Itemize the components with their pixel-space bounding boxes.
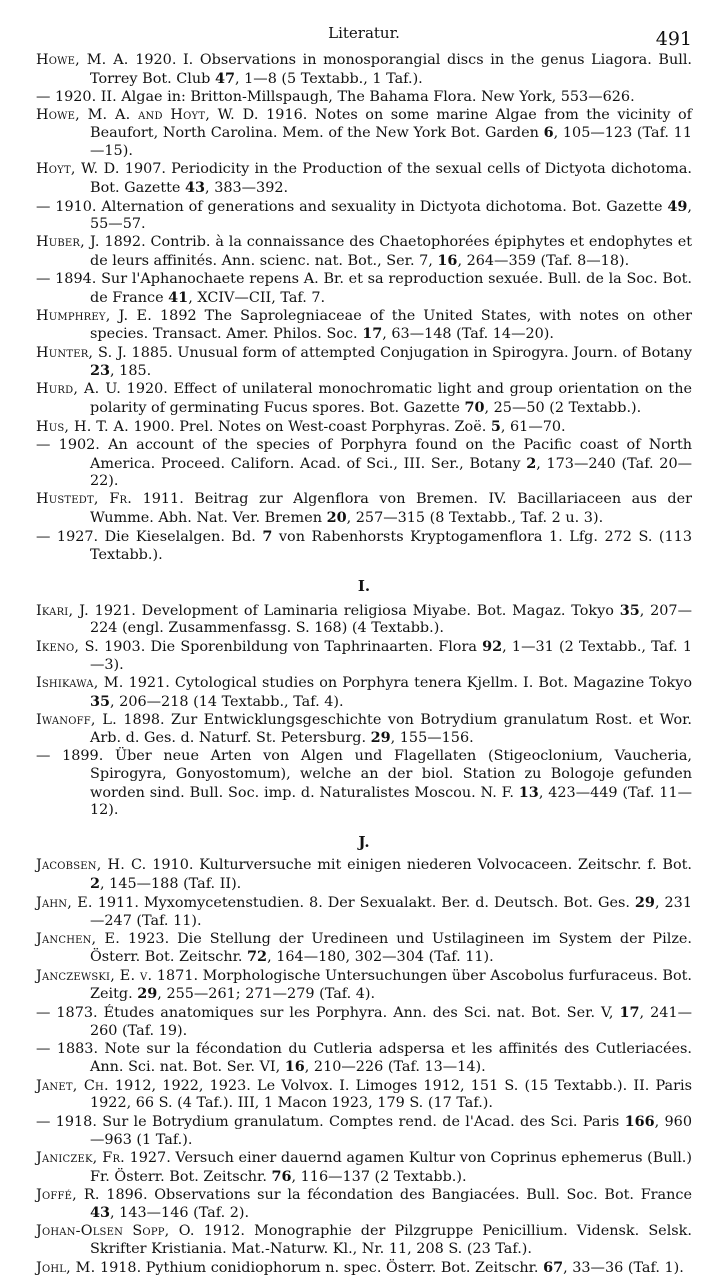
reference-entry [36, 107, 692, 161]
reference-text: 1912, 1922, 1923. Le Volvox. I. Limoges 1912, 151 S. (15 Textabb.). II. Paris 1922, 66 S. (4 Taf.). III, 1 Macon 1923, 179 S. (17 Taf.). [90, 1077, 692, 1112]
reference-text: , 960—963 (1 Taf.). [90, 1114, 692, 1148]
reference-entry [36, 161, 692, 197]
reference-volume: 17 [619, 1004, 640, 1022]
reference-text: , 210—226 (Taf. 13—14). [304, 1059, 486, 1076]
entries-h [36, 52, 692, 564]
reference-text: 1920. Effect of unilateral monochromatic light and group orientation on the polarity of germinating Fucus spores. Bot. Gazette [90, 381, 693, 416]
reference-author: Janiczek, Fr. [36, 1149, 125, 1166]
reference-volume: 29 [370, 729, 391, 747]
entries-i [36, 602, 692, 820]
reference-text: 1898. Zur Entwicklungsgeschichte von Botrydium granulatum Rost. et Wor. Arb. d. Ges. d. Naturf. St. Petersburg. [90, 711, 692, 747]
reference-text: , 207—224 (engl. Zusammenfassg. S. 168) (4 Textabb.). [90, 602, 692, 637]
reference-entry [36, 968, 692, 1004]
reference-author: Hoyt, W. D. [36, 161, 120, 178]
reference-text: — 1873. Études anatomiques sur les Porphyra. Ann. des Sci. nat. Bot. Ser. V, [36, 1005, 620, 1022]
bibliography-entries [36, 52, 692, 1278]
reference-author: Howe, M. A. and Hoyt, W. D. [36, 106, 259, 123]
reference-author: Iwanoff, L. [36, 711, 117, 728]
reference-text: , 231—247 (Taf. 11). [90, 895, 692, 929]
reference-text: 1900. Prel. Notes on West-coast Porphyras. Zoë. [128, 418, 491, 435]
reference-author: Humphrey, J. E. [36, 307, 153, 324]
reference-text: , 25—50 (2 Textabb.). [484, 399, 642, 416]
reference-volume: 43 [90, 1204, 111, 1222]
reference-text: 1903. Die Sporenbildung von Taphrinaarten. Flora [98, 639, 483, 656]
reference-volume: 29 [137, 985, 158, 1003]
reference-text: 1911. Myxomycetenstudien. 8. Der Sexualakt. Ber. d. Deutsch. Bot. Ges. [92, 895, 635, 912]
reference-volume: 76 [271, 1167, 292, 1185]
reference-entry [36, 712, 692, 748]
reference-entry [36, 52, 692, 88]
reference-text: , 257—315 (8 Textabb., Taf. 2 u. 3). [346, 509, 604, 526]
reference-text: , 105—123 (Taf. 11—15). [90, 125, 692, 159]
reference-volume: 2 [526, 454, 537, 472]
reference-text: 1916. Notes on some marine Algae from the vicinity of Beaufort, North Carolina. Mem. of the New York Bot. Garden [90, 106, 692, 142]
reference-author: Janchen, E. [36, 930, 120, 947]
reference-entry [36, 857, 692, 893]
reference-volume: 35 [619, 601, 640, 619]
reference-entry [36, 308, 692, 344]
reference-text: 1921. Cytological studies on Porphyra tenera Kjellm. I. Bot. Magazine Tokyo [123, 675, 692, 692]
reference-volume: 70 [464, 398, 485, 416]
reference-text: — 1894. Sur l'Aphanochaete repens A. Br. et sa reproduction sexuée. Bull. de la Soc. Bot. de France [36, 271, 692, 306]
reference-entry [36, 638, 692, 674]
reference-text: , 383—392. [205, 179, 289, 196]
reference-volume: 16 [284, 1058, 305, 1076]
reference-author: Ikari, J. [36, 602, 89, 619]
reference-text: 1885. Unusual form of attempted Conjugation in Spirogyra. Journ. of Botany [126, 344, 692, 361]
reference-text: 1907. Periodicity in the Production of the sexual cells of Dictyota dichotoma. Bot. Gazette [90, 161, 692, 196]
reference-volume: 47 [214, 69, 235, 87]
reference-author: Huber, J. [36, 234, 100, 251]
reference-text: — 1910. Alternation of generations and sexuality in Dictyota dichotoma. Bot. Gazette [36, 198, 668, 215]
reference-volume: 2 [90, 875, 101, 893]
reference-author: Jacobsen, H. C. [36, 857, 147, 874]
reference-volume: 13 [518, 783, 539, 801]
reference-text: , 423—449 (Taf. 11—12). [90, 784, 692, 819]
reference-entry [36, 931, 692, 967]
reference-entry [36, 1150, 692, 1186]
reference-text: , 255—261; 271—279 (Taf. 4). [157, 986, 376, 1003]
reference-entry [36, 528, 692, 564]
reference-text: , 143—146 (Taf. 2). [110, 1205, 250, 1222]
reference-text: 1923. Die Stellung der Uredineen und Ustilagineen im System der Pilze. Österr. Bot. Zeitschr. [90, 930, 692, 966]
reference-text: — 1927. Die Kieselalgen. Bd. [36, 528, 263, 545]
reference-entry [36, 198, 692, 234]
reference-volume: 17 [362, 325, 383, 343]
reference-text: , 164—180, 302—304 (Taf. 11). [267, 949, 494, 966]
section-heading-j: J. [358, 832, 370, 851]
reference-volume: 16 [437, 252, 458, 270]
reference-author: Jahn, E. [36, 895, 93, 912]
reference-text: , 185. [110, 363, 152, 380]
reference-text: — 1920. II. Algae in: Britton-Millspaugh, The Bahama Flora. New York, 553—626. [36, 88, 635, 105]
reference-volume: 92 [482, 638, 503, 656]
reference-author: Hunter, S. J. [36, 344, 127, 361]
reference-text: 1896. Observations sur la fécondation des Bangiacées. Bull. Soc. Bot. France [99, 1186, 692, 1203]
reference-volume: 43 [185, 178, 206, 196]
reference-text: von Rabenhorsts Kryptogamenflora 1. Lfg. 272 S. (113 Textabb.). [90, 528, 692, 563]
reference-text: 1871. Morphologische Untersuchungen über Ascobolus furfuraceus. Bot. Zeitg. [90, 967, 692, 1003]
reference-text: 1918. Pythium conidiophorum n. spec. Österr. Bot. Zeitschr. [95, 1260, 544, 1276]
reference-entry [36, 437, 692, 491]
section-heading-i: I. [357, 577, 371, 596]
reference-author: Ishikawa, M. [36, 675, 124, 692]
reference-volume: 166 [624, 1113, 655, 1131]
reference-entry [36, 1041, 692, 1077]
reference-text: 1920. I. Observations in monosporangial discs in the genus Liagora. Bull. Torrey Bot. Club [90, 52, 692, 87]
reference-text: — 1899. Über neue Arten von Algen und Flagellaten (Stigeoclonium, Vaucheria, Spirogyra, Gonyostomum), welche an der biol. Station zu Bologoje gefunden worden sind. Bull. Soc. imp. d. Naturalistes Moscou. N. F. [36, 748, 692, 801]
page-number: 491 [655, 28, 692, 50]
reference-text: 1892 The Saprolegniaceae of the United States, with notes on other species. Transact. Amer. Philos. Soc. [90, 307, 693, 343]
reference-text: , 241—260 (Taf. 19). [90, 1005, 692, 1039]
reference-entry [36, 1223, 692, 1258]
reference-text: — 1902. An account of the species of Porphyra found on the Pacific coast of North America. Proceed. Californ. Acad. of Sci., III. Ser., Botany [36, 436, 692, 472]
reference-text: , 116—137 (2 Textabb.). [291, 1168, 467, 1185]
reference-volume: 49 [667, 197, 688, 215]
reference-entry [36, 234, 692, 270]
reference-text: , 264—359 (Taf. 8—18). [457, 253, 630, 270]
reference-volume: 29 [634, 894, 655, 912]
reference-entry [36, 381, 692, 417]
reference-volume: 7 [262, 527, 273, 545]
reference-text: , 206—218 (14 Textabb., Taf. 4). [110, 693, 344, 710]
reference-text: , 155—156. [390, 730, 474, 747]
reference-entry [36, 675, 692, 711]
reference-author: Janczewski, E. v. [36, 967, 153, 984]
reference-entry [36, 418, 692, 437]
reference-text: , 1—31 (2 Textabb., Taf. 1—3). [90, 639, 692, 673]
reference-volume: 23 [90, 362, 111, 380]
entries-j [36, 857, 692, 1277]
reference-author: Joffé, R. [36, 1186, 100, 1203]
reference-volume: 41 [168, 288, 189, 306]
reference-entry [36, 1259, 692, 1278]
reference-author: Janet, Ch. [36, 1077, 109, 1094]
reference-text: , 63—148 (Taf. 14—20). [382, 326, 554, 343]
reference-volume: 35 [90, 692, 111, 710]
reference-entry [36, 602, 692, 638]
reference-text: , 55—57. [90, 198, 692, 233]
running-header [36, 22, 692, 52]
reference-text: 1927. Versuch einer dauernd agamen Kultur von Coprinus ephemerus (Bull.) Fr. Österr. Bot. Zeitschr. [90, 1149, 692, 1185]
reference-author: Hustedt, Fr. [36, 491, 133, 508]
reference-entry [36, 89, 692, 107]
reference-author: Johl, M. [36, 1260, 96, 1276]
reference-text: 1910. Kulturversuche mit einigen niederen Volvocaceen. Zeitschr. f. Bot. [146, 857, 692, 874]
reference-author: Hus, H. T. A. [36, 418, 129, 435]
reference-text: , 145—188 (Taf. II). [100, 876, 242, 893]
reference-volume: 67 [543, 1259, 564, 1276]
reference-text: 1912. Monographie der Pilzgruppe Penicillium. Vidensk. Selsk. Skrifter Kristiania. Mat.-Naturw. Kl., Nr. 11, 208 S. (23 Taf.). [90, 1223, 692, 1257]
reference-entry [36, 491, 692, 527]
reference-text: 1921. Development of Laminaria religiosa Miyabe. Bot. Magaz. Tokyo [88, 602, 620, 619]
reference-entry [36, 1187, 692, 1223]
reference-text: , 173—240 (Taf. 20—22). [90, 455, 692, 490]
reference-volume: 20 [326, 508, 347, 526]
running-title: Literatur. [328, 24, 400, 42]
reference-volume: 6 [543, 124, 554, 142]
reference-author: Hurd, A. U. [36, 381, 121, 398]
reference-entry [36, 1078, 692, 1113]
reference-author: Johan-Olsen Sopp, O. [36, 1223, 195, 1240]
reference-text: 1911. Beitrag zur Algenflora von Bremen. IV. Bacillariaceen aus der Wumme. Abh. Nat. Ver. Bremen [90, 491, 692, 526]
reference-volume: 5 [490, 417, 501, 435]
reference-text: — 1918. Sur le Botrydium granulatum. Comptes rend. de l'Acad. des Sci. Paris [36, 1114, 625, 1131]
reference-entry [36, 345, 692, 381]
reference-entry [36, 894, 692, 930]
reference-author: Ikeno, S. [36, 639, 99, 656]
reference-entry [36, 1004, 692, 1040]
reference-text: , 1—8 (5 Textabb., 1 Taf.). [235, 70, 423, 87]
reference-text: — 1883. Note sur la fécondation du Cutleria adspersa et les affinités des Cutleriacées. Ann. Sci. nat. Bot. Ser. VI, [36, 1040, 692, 1076]
reference-entry [36, 271, 692, 307]
reference-text: 1892. Contrib. à la connaissance des Chaetophorées épiphytes et endophytes et de leurs affinités. Ann. scienc. nat. Bot., Ser. 7, [90, 234, 692, 270]
reference-author: Howe, M. A. [36, 52, 129, 68]
reference-entry [36, 748, 692, 819]
reference-text: , 61—70. [500, 418, 566, 435]
reference-text: , XCIV—CII, Taf. 7. [188, 289, 326, 306]
reference-volume: 72 [247, 948, 268, 966]
reference-entry [36, 1113, 692, 1149]
reference-text: , 33—36 (Taf. 1). [563, 1260, 684, 1276]
